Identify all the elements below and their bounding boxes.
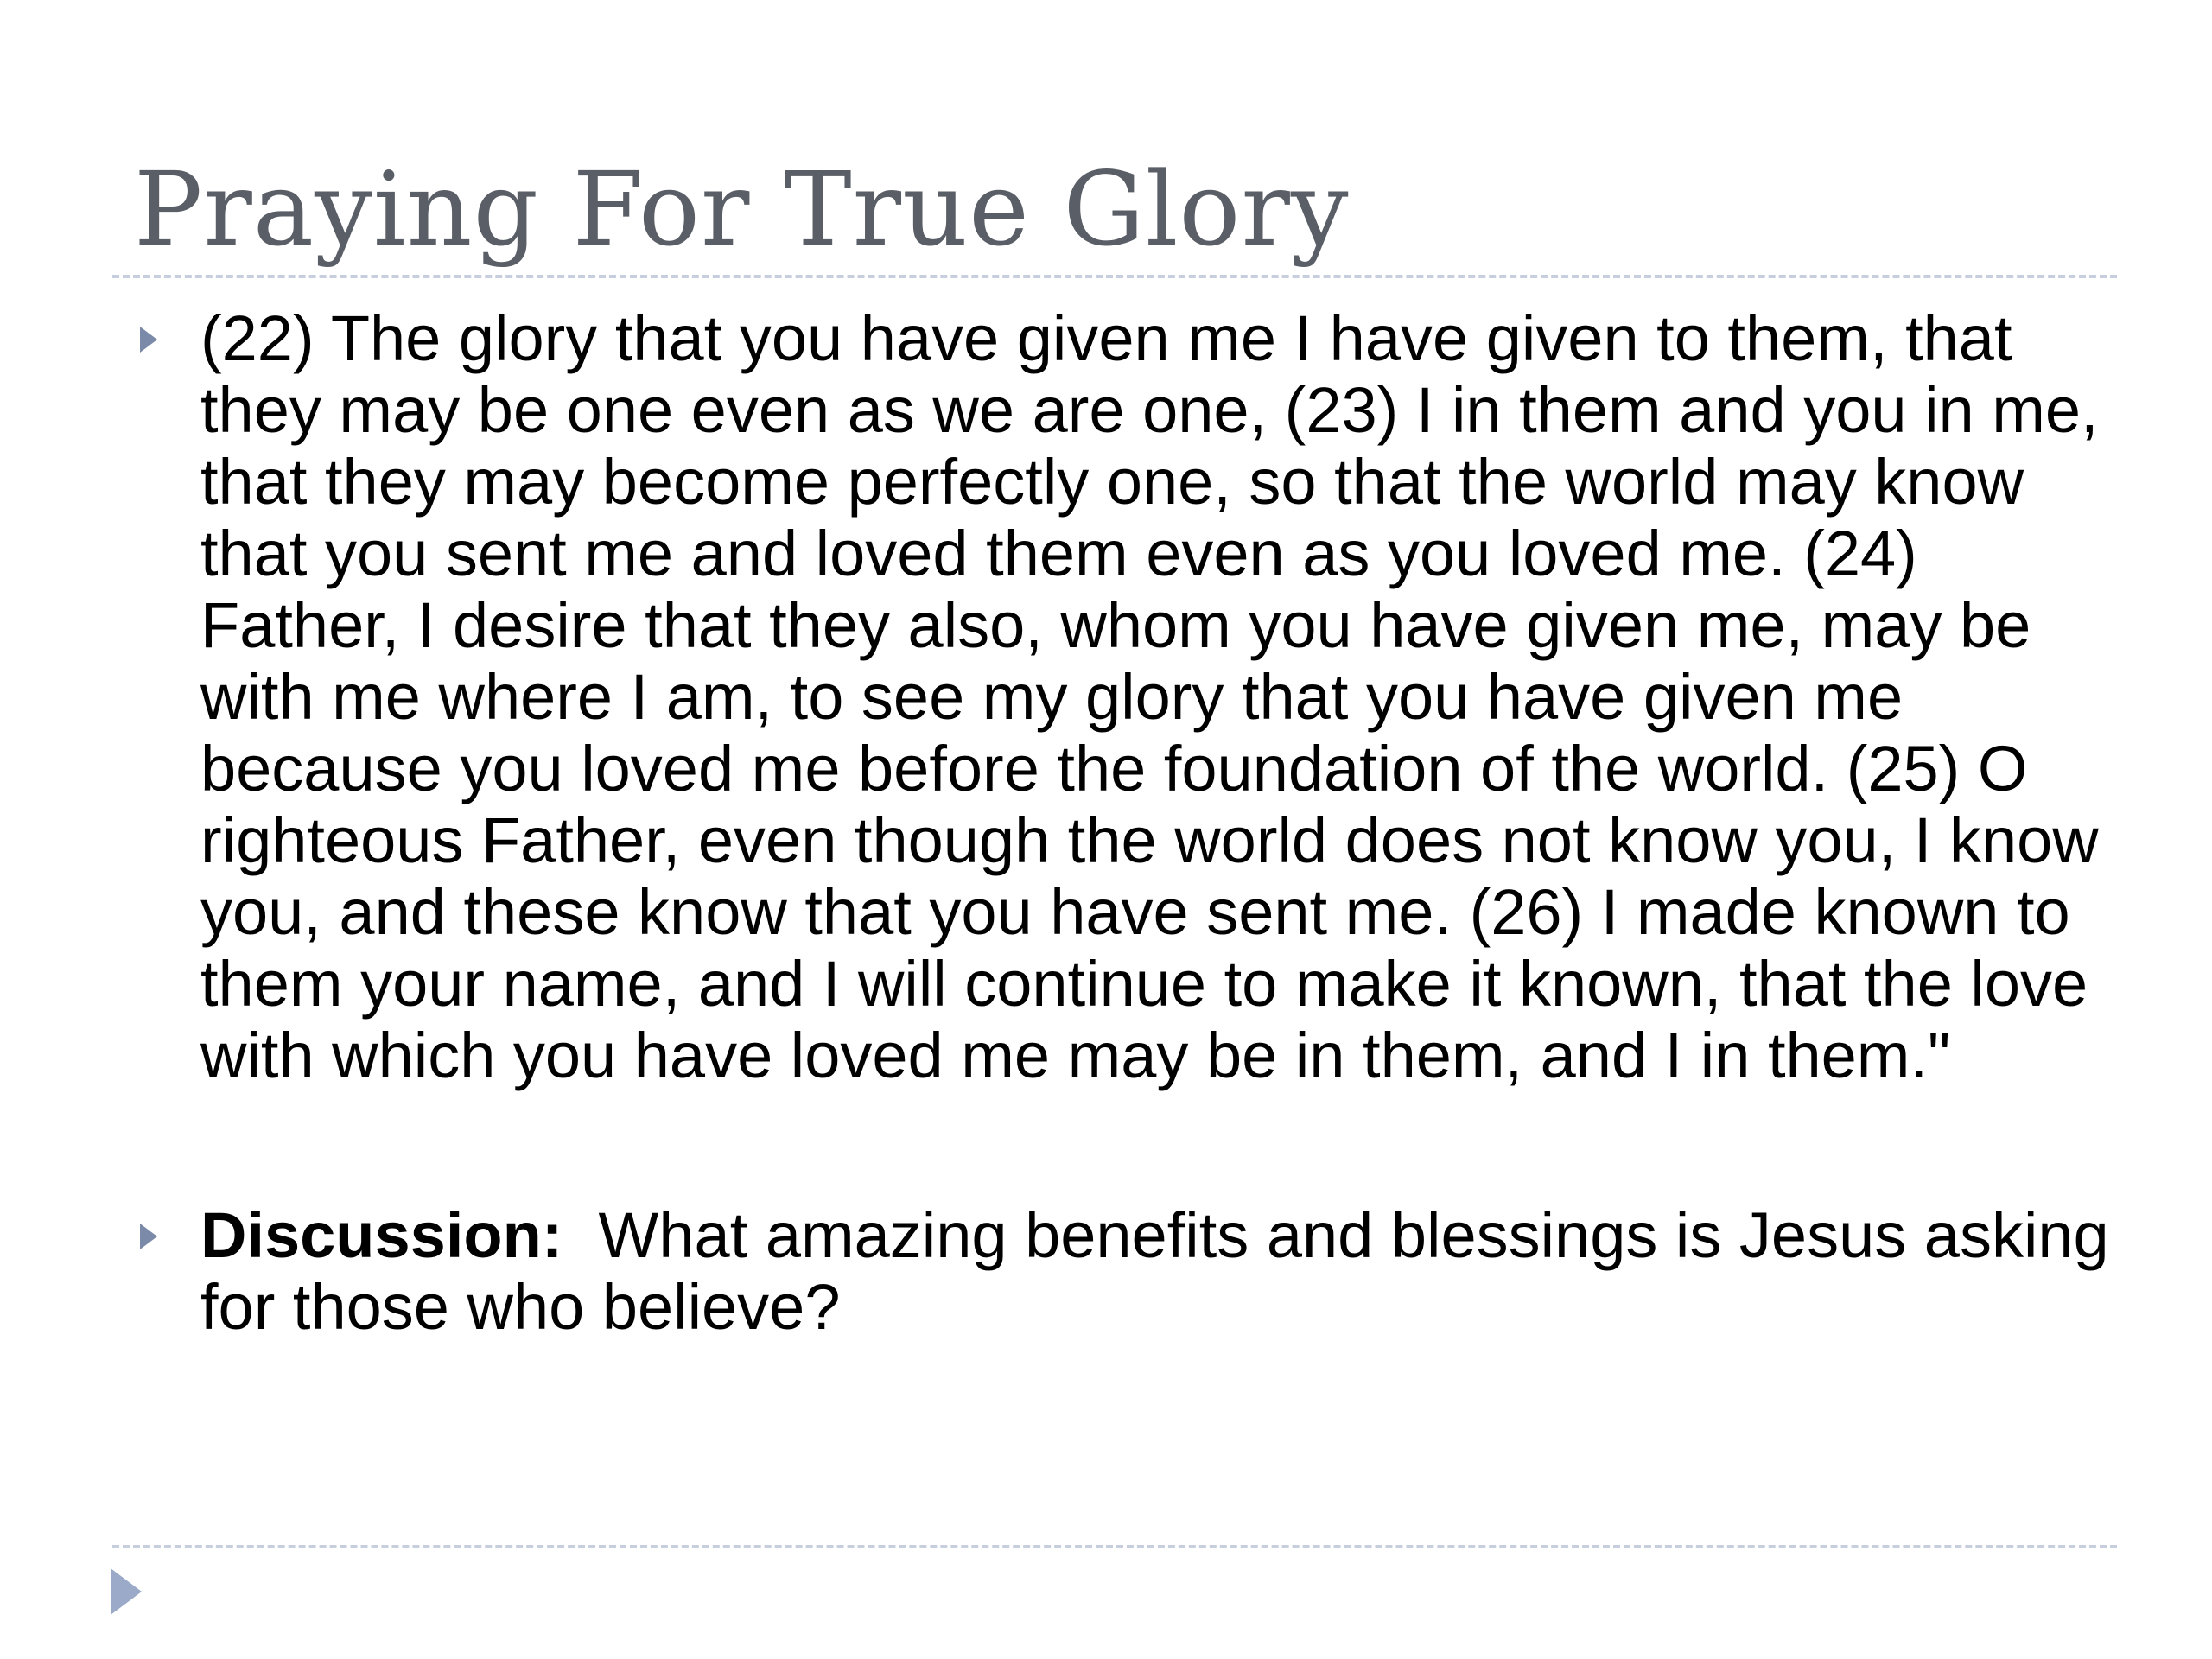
scripture-text: (22) The glory that you have given me I have given to them, that they may be one even as we are one, (23) I in them and you in me, that they may become perfectly one, so that the world may know that you sent me and loved them even as you loved me. (24) Father, I desire that they also, whom you have given me, may be with me where I am, to see my glory that you have given me because you loved me before the foundation of the world. (25) O righteous Father, even though the world does not know you, I know you, and these know that you have sent me. (26) I made known to them your name, and I will continue to make it known, that the love with which you have loved me may be in them, and I in them." (200, 302, 2099, 1091)
slide-title: Praying For True Glory (134, 149, 1350, 269)
triangle-right-icon (140, 327, 157, 353)
next-slide-arrow-icon[interactable] (111, 1568, 142, 1615)
bullet-list (138, 302, 2127, 1343)
footer-divider (112, 1545, 2117, 1548)
discussion-text: What amazing benefits and blessings is Jesus asking for those who believe? (200, 1199, 2127, 1343)
bullet-scripture (138, 302, 2117, 1091)
triangle-right-icon (140, 1224, 157, 1249)
bullet-discussion (138, 1199, 2127, 1343)
title-divider (112, 275, 2117, 278)
discussion-label: Discussion: (200, 1199, 563, 1271)
